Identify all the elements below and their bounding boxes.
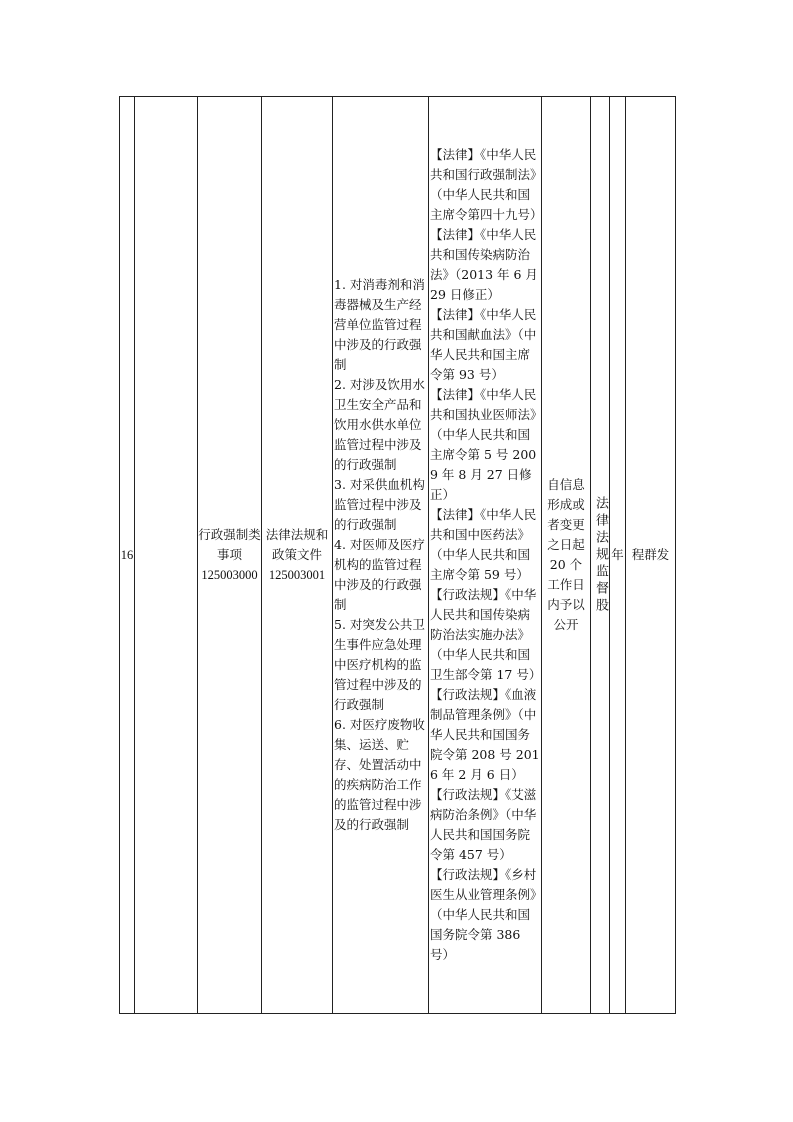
- content-item: 5. 对突发公共卫生事件应急处理中医疗机构的监管过程中涉及的行政强制: [334, 617, 425, 712]
- blank-cell: [135, 97, 198, 1014]
- law-item: 【法律】《中华人民共和国执业医师法》（中华人民共和国主席令第 5 号 2009 年 8 月 27 日修正）: [430, 387, 537, 502]
- basis-type: 法律法规和政策文件: [265, 527, 329, 562]
- content-item: 1. 对消毒剂和消毒器械及生产经营单位监管过程中涉及的行政强制: [334, 277, 425, 372]
- scope-cell: [610, 97, 626, 1014]
- content-item: 2. 对涉及饮用水卫生安全产品和饮用水供水单位监管过程中涉及的行政强制: [334, 377, 425, 472]
- method-cell: [626, 97, 676, 1014]
- law-item: 【行政法规】《乡村医生从业管理条例》（中华人民共和国国务院令第 386 号）: [430, 867, 537, 962]
- item-cell: [198, 97, 262, 1014]
- item-type: 行政强制类事项: [198, 527, 261, 562]
- law-cell: [429, 97, 542, 1014]
- time-limit: 自信息形成或者变更之日起 20 个工作日内予以公开: [547, 477, 585, 632]
- time-limit-cell: [542, 97, 591, 1014]
- row-index: 16: [120, 97, 135, 1014]
- table-row: [120, 97, 676, 1014]
- department-cell: [591, 97, 610, 1014]
- law-item: 【法律】《中华人民共和国献血法》（中华人民共和国主席令第 93 号）: [430, 307, 537, 382]
- item-code: 125003000: [201, 568, 258, 582]
- basis-code: 125003001: [268, 568, 326, 582]
- law-item: 【行政法规】《中华人民共和国传染病防治法实施办法》（中华人民共和国卫生部令第 17 号）: [430, 587, 542, 682]
- scope: 年: [611, 547, 624, 562]
- basis-cell: [262, 97, 333, 1014]
- content-cell: [333, 97, 429, 1014]
- law-item: 【行政法规】《血液制品管理条例》（中华人民共和国国务院令第 208 号 2016 年 2 月 6 日）: [430, 687, 540, 782]
- content-item: 3. 对采供血机构监管过程中涉及的行政强制: [334, 477, 425, 532]
- method: 程群发: [631, 547, 670, 562]
- content-item: 6. 对医疗废物收集、运送、贮存、处置活动中的疾病防治工作的监管过程中涉及的行政强制: [334, 717, 425, 832]
- law-item: 【法律】《中华人民共和国行政强制法》（中华人民共和国主席令第四十九号）: [430, 147, 543, 222]
- law-item: 【法律】《中华人民共和国中医药法》（中华人民共和国主席令第 59 号）: [430, 507, 537, 582]
- disclosure-table: [119, 96, 676, 1014]
- law-item: 【法律】《中华人民共和国传染病防治法》（2013 年 6 月 29 日修正）: [430, 227, 538, 302]
- department: 法律法规监督股: [593, 495, 608, 615]
- content-item: 4. 对医师及医疗机构的监管过程中涉及的行政强制: [334, 537, 425, 612]
- law-item: 【行政法规】《艾滋病防治条例》（中华人民共和国国务院令第 457 号）: [430, 787, 537, 862]
